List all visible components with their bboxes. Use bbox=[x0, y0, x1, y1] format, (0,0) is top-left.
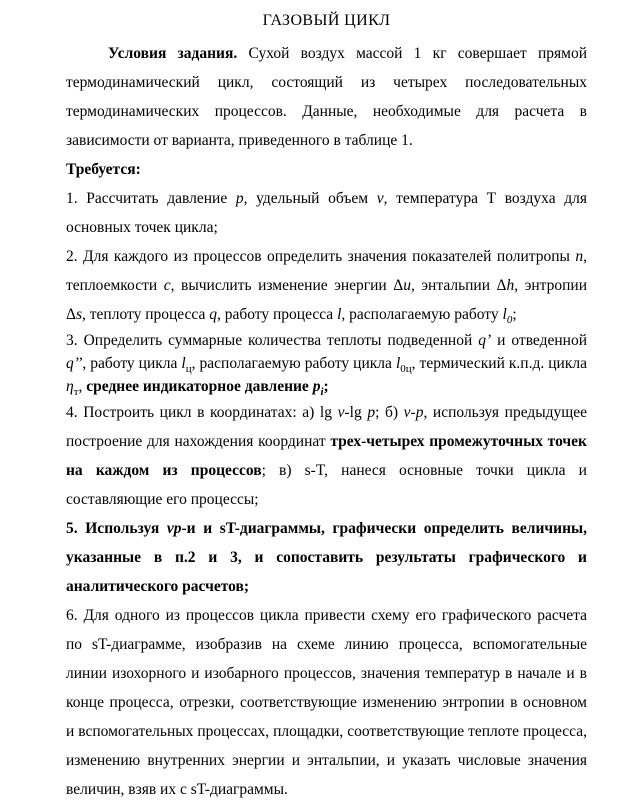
text-run: s bbox=[75, 306, 83, 323]
paragraph-item-6 bbox=[66, 601, 587, 803]
text-run: и отведенной bbox=[491, 332, 588, 349]
text-run: u bbox=[403, 277, 411, 294]
text-run: η bbox=[66, 378, 74, 395]
text-run: с bbox=[163, 277, 171, 294]
text-run: v-p bbox=[403, 404, 424, 421]
text-run: Сухой воздух массой 1 кг совершает прямой термодинамический цикл, состоящий из четырех последовательных термодинамических процессов. Данные, необходимые для расчета в зависимости от варианта, приведенного в таблице 1. bbox=[66, 45, 588, 149]
text-run: h bbox=[506, 277, 515, 294]
text-run: , располагаемую работу bbox=[341, 306, 503, 323]
text-run: ; б) bbox=[375, 404, 404, 421]
text-run: , теплоту процесса bbox=[82, 306, 210, 323]
text-run: p bbox=[367, 404, 376, 421]
text-run: v bbox=[337, 404, 345, 421]
text-run: ц bbox=[185, 363, 192, 376]
paragraph-item-1 bbox=[66, 184, 587, 242]
text-run: ; bbox=[323, 378, 329, 395]
text-run: 5. Используя bbox=[66, 520, 167, 537]
text-run: v bbox=[376, 190, 384, 207]
text-run: q’’ bbox=[66, 355, 83, 372]
text-run: 0 bbox=[506, 314, 513, 327]
text-run: 3. Определить суммарные количества теплоты подведенной bbox=[66, 332, 479, 349]
text-run: q’ bbox=[478, 332, 492, 349]
text-run: , термический к.п.д. цикла bbox=[411, 355, 587, 372]
text-run: -lg bbox=[344, 404, 368, 421]
text-run: , располагаемую работу цикла bbox=[191, 355, 396, 372]
text-run: ; bbox=[512, 306, 517, 323]
text-run: ; в) s-T, нанеся основные точки цикла и составляющие его процессы; bbox=[66, 462, 587, 508]
text-run: 6. Для одного из процессов цикла привести схему его графического расчета по sT-диаграмме, изобразив на схеме линию процесса, вспомогательные линии изохорного и изобарного процессов, значения температур в начале и в конце процесса, отрезки, соответствующие изменению энтропии в основном и вспомогательных процессах, площадки, соответствующие теплоте процесса, изменению внутренних энергии и энтальпии, и указать числовые значения величин, взяв их с sT-диаграммы. bbox=[66, 607, 587, 798]
text-run: , вычислить изменение энергии Δ bbox=[170, 277, 404, 294]
text-run: , энтропии Δ bbox=[66, 277, 587, 323]
text-run: i bbox=[320, 386, 324, 399]
paragraph-item-4 bbox=[66, 398, 587, 514]
text-run: l bbox=[395, 355, 401, 372]
page-title: ГАЗОВЫЙ ЦИКЛ bbox=[262, 12, 391, 29]
text-run: , энтальпии Δ bbox=[410, 277, 507, 294]
text-run: 4. Построить цикл в координатах: а) lg bbox=[66, 404, 338, 421]
text-run: 0ц bbox=[400, 363, 412, 376]
paragraph-item-5 bbox=[66, 514, 587, 601]
text-run: , работу цикла bbox=[82, 355, 182, 372]
text-run: Требуется: bbox=[66, 161, 141, 178]
text-run: , bbox=[78, 378, 87, 395]
text-run: 2. Для каждого из процессов определить значения показателей политропы bbox=[66, 248, 576, 265]
text-run: p bbox=[312, 378, 321, 395]
text-run: l bbox=[337, 306, 342, 323]
text-run: , теплоемкости bbox=[66, 248, 587, 294]
text-run: -и и sT-диаграммы, графически определить величины, указанные в п.2 и 3, и сопоставить результаты графического и аналитического расчетов; bbox=[66, 520, 587, 595]
text-run: , используя предыдущее построение для нахождения координат bbox=[66, 404, 588, 450]
text-run: , работу процесса bbox=[217, 306, 338, 323]
paragraph-required-heading bbox=[66, 155, 587, 184]
text-run: т bbox=[73, 386, 79, 399]
paragraph-item-3 bbox=[66, 329, 587, 398]
paragraph-item-2 bbox=[66, 242, 587, 329]
text-run: 1. Рассчитать давление bbox=[66, 190, 236, 207]
text-run: q bbox=[209, 306, 217, 323]
text-run: среднее индикаторное давление bbox=[86, 378, 313, 395]
text-run: vp bbox=[166, 520, 182, 537]
document-content bbox=[66, 39, 587, 803]
text-run: , удельный объем bbox=[243, 190, 377, 207]
text-run: l bbox=[181, 355, 186, 372]
text-run: l bbox=[502, 306, 507, 323]
text-run: n bbox=[575, 248, 584, 265]
text-run: Условия задания. bbox=[108, 45, 249, 62]
text-run: , температура Т воздуха для основных точек цикла; bbox=[66, 190, 587, 236]
paragraph-conditions bbox=[66, 39, 587, 155]
text-run: p bbox=[235, 190, 244, 207]
text-run: трех-четырех промежуточных точек на каждом из процессов bbox=[66, 433, 587, 479]
